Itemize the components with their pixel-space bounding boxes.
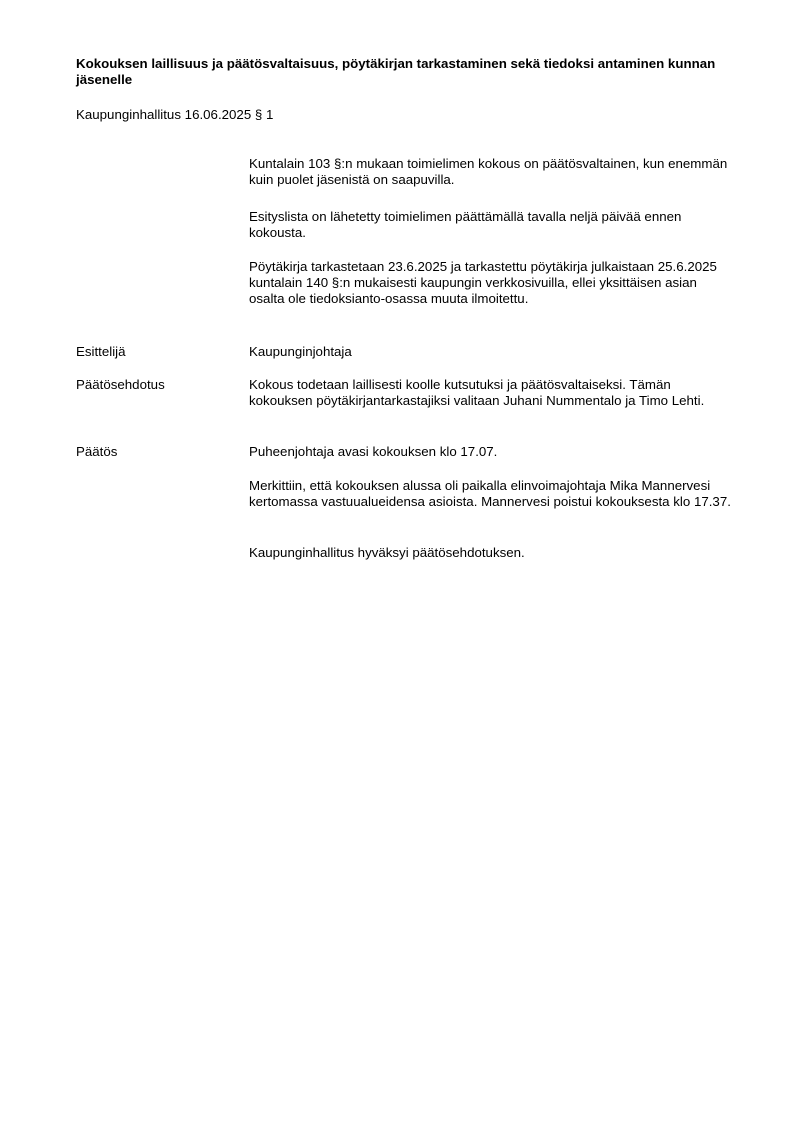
meeting-reference: Kaupunginhallitus 16.06.2025 § 1 [76, 107, 274, 122]
intro-paragraph-2: Esityslista on lähetetty toimielimen päättämällä tavalla neljä päivää ennen kokousta. [249, 209, 682, 240]
proposal-label: Päätösehdotus [76, 377, 165, 392]
presenter-value: Kaupunginjohtaja [249, 344, 352, 359]
decision-paragraph-1: Puheenjohtaja avasi kokouksen klo 17.07. [249, 444, 498, 459]
decision-label: Päätös [76, 444, 118, 459]
decision-paragraph-3: Kaupunginhallitus hyväksyi päätösehdotuksen. [249, 545, 525, 560]
presenter-label: Esittelijä [76, 344, 126, 359]
document-title: Kokouksen laillisuus ja päätösvaltaisuus, pöytäkirjan tarkastaminen sekä tiedoksi antaminen kunnan jäsenelle [76, 56, 716, 87]
intro-paragraph-3: Pöytäkirja tarkastetaan 23.6.2025 ja tarkastettu pöytäkirja julkaistaan 25.6.2025 kuntalain 140 §:n mukaisesti kaupungin verkkosivuilla, ellei yksittäisen asian osalta ole tiedoksianto-osassa muuta ilmoitettu. [249, 259, 717, 306]
decision-paragraph-2: Merkittiin, että kokouksen alussa oli paikalla elinvoimajohtaja Mika Mannervesi kertomassa vastuualueidensa asioista. Mannervesi poistui kokouksesta klo 17.37. [249, 478, 731, 509]
intro-paragraph-1: Kuntalain 103 §:n mukaan toimielimen kokous on päätösvaltainen, kun enemmän kuin puolet jäsenistä on saapuvilla. [249, 156, 728, 187]
proposal-text: Kokous todetaan laillisesti koolle kutsutuksi ja päätösvaltaiseksi. Tämän kokouksen pöytäkirjantarkastajiksi valitaan Juhani Nummentalo ja Timo Lehti. [249, 377, 705, 408]
